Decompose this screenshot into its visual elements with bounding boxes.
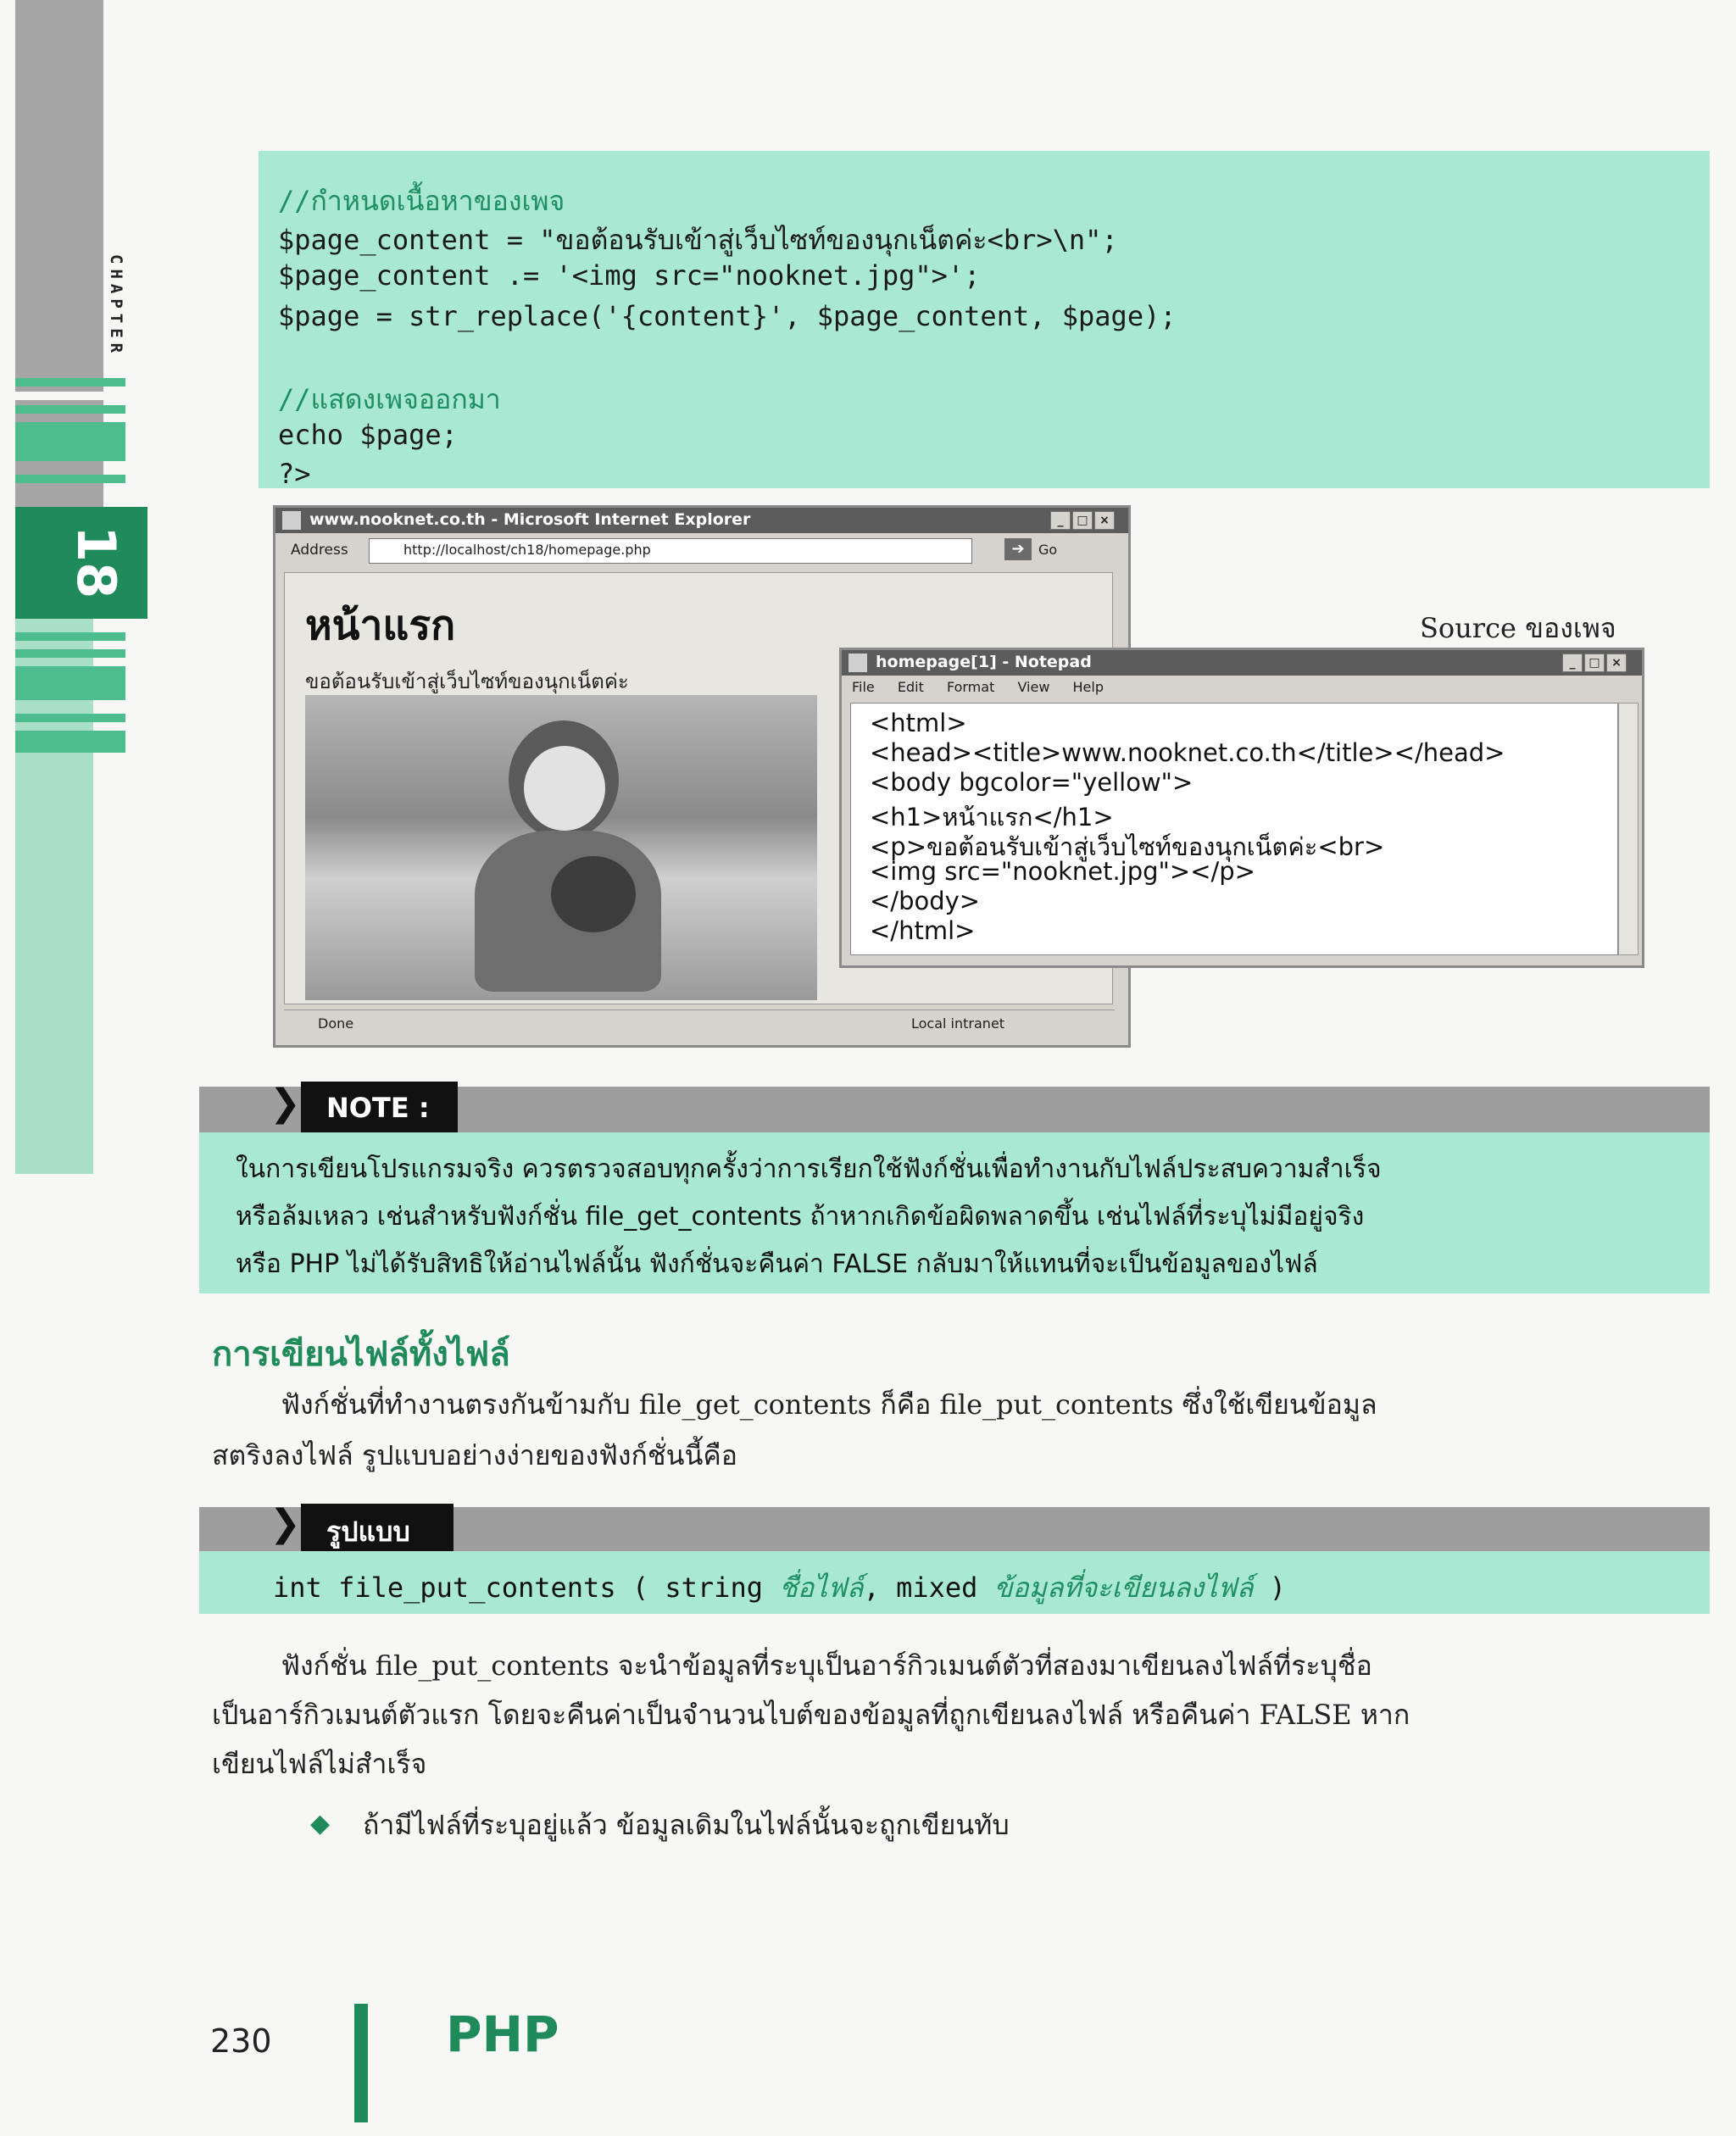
- signature-suffix: ): [1253, 1571, 1287, 1604]
- code-line: //แสดงเพจออกมา: [278, 383, 501, 415]
- page-number: 230: [210, 2022, 272, 2060]
- maximize-icon: □: [1072, 511, 1093, 530]
- chapter-tab-gray: [15, 0, 103, 542]
- code-line: //กำหนดเนื้อหาของเพจ: [278, 185, 565, 217]
- tab-stripe: [15, 666, 125, 700]
- close-icon: ×: [1606, 654, 1627, 672]
- photo-toy: [551, 856, 636, 932]
- tab-stripe: [15, 475, 125, 483]
- paragraph-line: ฟังก์ชั่นที่ทำงานตรงกันข้ามกับ file_get_contents ก็คือ file_put_contents ซึ่งใช้เขียนข้อมูล: [212, 1388, 1377, 1421]
- maximize-icon: □: [1584, 654, 1605, 672]
- browser-title: www.nooknet.co.th - Microsoft Internet Explorer: [309, 510, 751, 529]
- ie-icon: [282, 511, 301, 530]
- minimize-icon: _: [1050, 511, 1071, 530]
- paragraph-line: สตริงลงไฟล์ รูปแบบอย่างง่ายของฟังก์ชั่นนี้คือ: [212, 1439, 738, 1471]
- paragraph-line: ฟังก์ชั่น file_put_contents จะนำข้อมูลที่ระบุเป็นอาร์กิวเมนต์ตัวที่สองมาเขียนลงไฟล์ที่ระบุชื่อ: [212, 1649, 1372, 1682]
- chevron-right-icon: ❯: [270, 1502, 301, 1545]
- source-line: <body bgcolor="yellow">: [870, 768, 1194, 797]
- note-line: หรือล้มเหลว เช่นสำหรับฟังก์ชั่น file_get_contents ถ้าหากเกิดข้อผิดพลาดขึ้น เช่นไฟล์ที่ระบุไม่มีอยู่จริง: [236, 1202, 1365, 1232]
- paragraph-line: เขียนไฟล์ไม่สำเร็จ: [212, 1748, 427, 1780]
- notepad-text-area: [850, 703, 1618, 955]
- argument-filename: ชื่อไฟล์: [779, 1571, 864, 1604]
- tab-stripe: [15, 649, 125, 658]
- address-value: http://localhost/ch18/homepage.php: [403, 542, 651, 558]
- tab-stripe: [15, 632, 125, 641]
- book-title: PHP: [446, 2005, 559, 2063]
- child-photo: [305, 695, 817, 1000]
- signature-middle: , mixed: [863, 1571, 994, 1604]
- menu-help: Help: [1072, 679, 1104, 695]
- menu-format: Format: [946, 679, 995, 695]
- bullet-text: ถ้ามีไฟล์ที่ระบุอยู่แล้ว ข้อมูลเดิมในไฟล์นั้นจะถูกเขียนทับ: [363, 1809, 1010, 1841]
- minimize-icon: _: [1562, 654, 1583, 672]
- chapter-number: 18: [65, 525, 127, 599]
- notepad-menu: [852, 679, 1104, 695]
- chapter-label: CHAPTER: [107, 254, 125, 359]
- code-line: ?>: [278, 458, 311, 490]
- close-icon: ×: [1094, 511, 1115, 530]
- menu-file: File: [852, 679, 875, 695]
- chevron-right-icon: ❯: [270, 1082, 301, 1125]
- code-line: $page = str_replace('{content}', $page_content, $page);: [278, 300, 1177, 332]
- tab-stripe: [15, 405, 125, 414]
- note-title: NOTE :: [326, 1092, 430, 1124]
- section-heading: การเขียนไฟล์ทั้งไฟล์: [212, 1335, 510, 1374]
- format-title: รูปแบบ: [326, 1516, 410, 1548]
- source-line: <p>ขอต้อนรับเข้าสู่เว็บไซท์ของนุกเน็ตค่ะ<br>: [870, 832, 1385, 861]
- status-zone: Local intranet: [911, 1015, 1005, 1032]
- tab-stripe: [15, 422, 125, 461]
- menu-edit: Edit: [897, 679, 924, 695]
- notepad-title: homepage[1] - Notepad: [876, 653, 1092, 671]
- notepad-window-screenshot: [839, 648, 1644, 968]
- signature-prefix: int file_put_contents ( string: [273, 1571, 780, 1604]
- menu-view: View: [1017, 679, 1050, 695]
- photo-face: [524, 746, 605, 831]
- source-line: <h1>หน้าแรก</h1>: [870, 803, 1114, 832]
- tab-stripe: [15, 731, 125, 753]
- source-line: <head><title>www.nooknet.co.th</title></head>: [870, 738, 1505, 767]
- go-arrow-icon: ➔: [1004, 538, 1032, 560]
- address-label: Address: [291, 542, 348, 559]
- code-line: $page_content = "ขอต้อนรับเข้าสู่เว็บไซท์ของนุกเน็ตค่ะ<br>\n";: [278, 224, 1118, 256]
- notepad-scrollbar: [1618, 703, 1639, 955]
- page-heading: หน้าแรก: [305, 602, 456, 649]
- paragraph-line: เป็นอาร์กิวเมนต์ตัวแรก โดยจะคืนค่าเป็นจำนวนไบต์ของข้อมูลที่ถูกเขียนลงไฟล์ หรือคืนค่า FALSE หาก: [212, 1699, 1410, 1731]
- go-label: Go: [1038, 542, 1058, 558]
- source-caption: Source ของเพจ: [1420, 612, 1616, 644]
- browser-status-bar: [284, 1010, 1115, 1037]
- source-line: </body>: [870, 887, 981, 915]
- notepad-title-bar: [842, 650, 1642, 676]
- footer-rule: [354, 2004, 368, 2122]
- tab-stripe: [15, 392, 125, 400]
- source-line: <img src="nooknet.jpg"></p>: [870, 857, 1255, 886]
- diamond-bullet-icon: ◆: [310, 1809, 331, 1838]
- browser-title-bar: [275, 508, 1128, 533]
- note-line: ในการเขียนโปรแกรมจริง ควรตรวจสอบทุกครั้งว่าการเรียกใช้ฟังก์ชั่นเพื่อทำงานกับไฟล์ประสบความสำเร็จ: [236, 1154, 1382, 1184]
- tab-stripe: [15, 378, 125, 387]
- address-bar: [369, 538, 972, 564]
- note-line: หรือ PHP ไม่ได้รับสิทธิให้อ่านไฟล์นั้น ฟังก์ชั่นจะคืนค่า FALSE กลับมาให้แทนที่จะเป็นข้อมูลของไฟล์: [236, 1249, 1318, 1279]
- code-line: $page_content .= '<img src="nooknet.jpg">';: [278, 259, 981, 292]
- function-signature: [273, 1566, 1286, 1610]
- code-line: echo $page;: [278, 419, 458, 451]
- page-paragraph: ขอต้อนรับเข้าสู่เว็บไซท์ของนุกเน็ตค่ะ: [305, 670, 629, 693]
- notepad-icon: [849, 654, 867, 672]
- status-done: Done: [318, 1015, 354, 1032]
- source-line: <html>: [870, 709, 967, 737]
- source-line: </html>: [870, 916, 976, 945]
- argument-data: ข้อมูลที่จะเขียนลงไฟล์: [993, 1571, 1254, 1604]
- tab-stripe: [15, 714, 125, 722]
